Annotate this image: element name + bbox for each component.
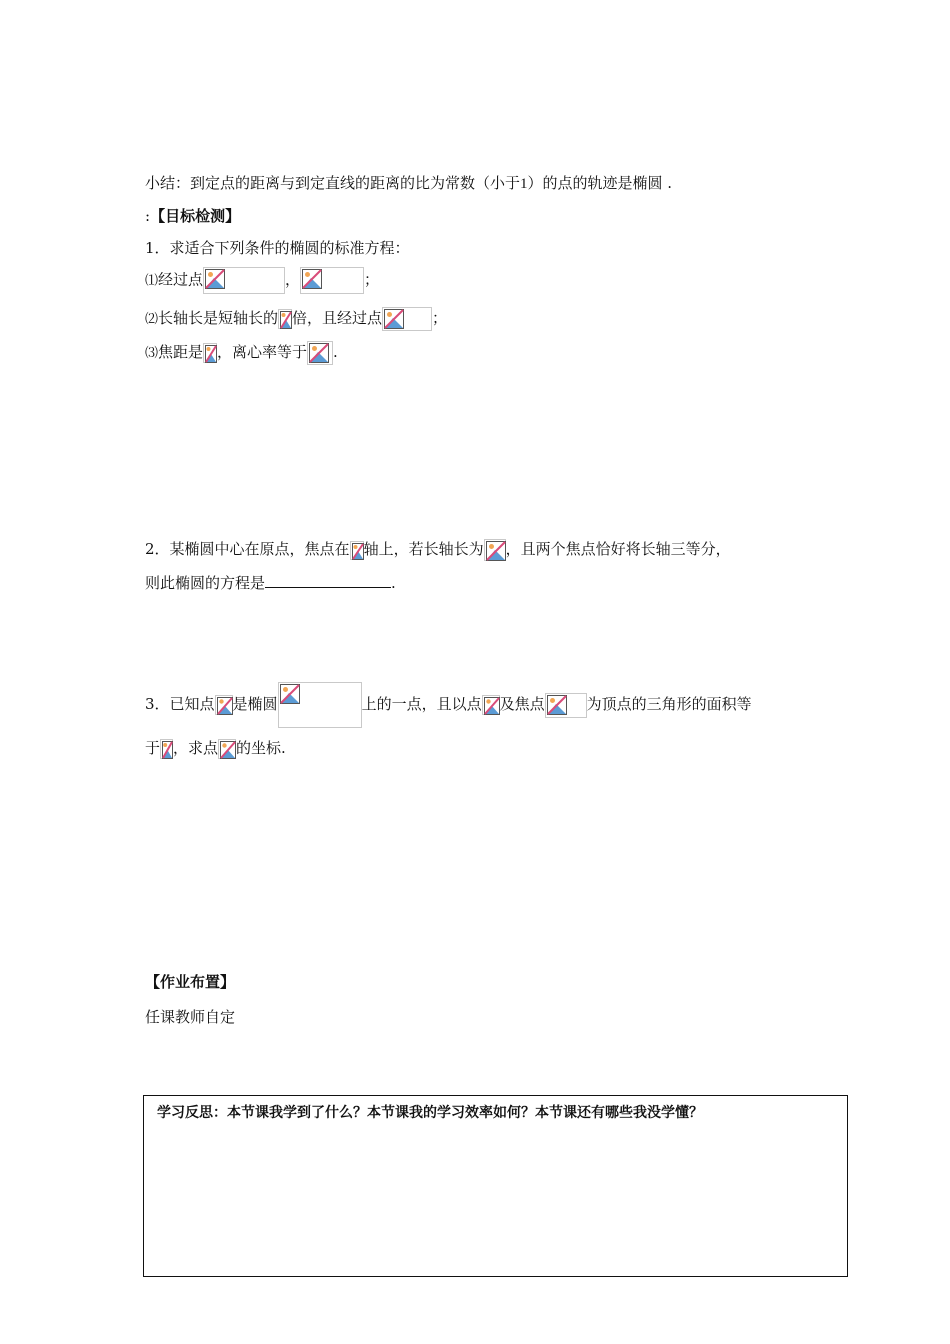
part-text-b: ，离心率等于 — [217, 343, 308, 361]
broken-image-icon — [300, 267, 364, 294]
q3-text-g: ，求点 — [173, 739, 219, 757]
q3-text-e: 为顶点的三角形的面积等 — [586, 695, 752, 713]
q2-text-b: 椭圆中心在原点，焦点在 — [184, 540, 350, 558]
question-1-stem: 1．求适合下列条件的椭圆的标准方程： — [145, 239, 410, 257]
broken-image-icon — [484, 539, 506, 561]
semicolon: ； — [364, 270, 380, 289]
q2-text-e: 两个焦点恰好将长轴三等分， — [535, 540, 731, 558]
part-text-a: 长轴长是短轴长的 — [158, 309, 279, 327]
q3-text-d: 及焦点 — [499, 695, 545, 713]
broken-image-icon — [545, 693, 587, 718]
q2-text-line2: 则此椭圆的方程是 — [145, 574, 266, 592]
question-1-part-1 — [145, 267, 379, 294]
broken-image-icon — [215, 695, 233, 715]
question-1-part-2 — [145, 307, 447, 331]
summary-line — [145, 172, 672, 195]
summary-prefix: 小结：到定点的距离与到定直线的距离的比为常数（小于 — [145, 174, 521, 192]
reflection-box — [143, 1095, 848, 1277]
q3-text-f: 于 — [145, 739, 161, 757]
broken-image-icon — [307, 341, 333, 365]
broken-image-icon — [218, 739, 236, 759]
question-1-part-3 — [145, 341, 338, 365]
q3-text-c: 上的一点，且以点 — [361, 695, 482, 713]
broken-image-icon — [278, 682, 362, 728]
homework-title: 【作业布置】 — [145, 973, 236, 991]
section-title: 【目标检测】 — [150, 207, 241, 225]
broken-image-icon — [278, 309, 292, 329]
summary-number: 1 — [520, 176, 528, 192]
q3-text-h: 的坐标. — [236, 739, 286, 757]
part-text-a: 焦距是 — [158, 343, 204, 361]
q2-text-d: ，且 — [505, 540, 536, 558]
broken-image-icon — [482, 695, 500, 715]
part-number: ⑶ — [145, 346, 159, 361]
period: . — [391, 574, 396, 592]
question-3-line-1 — [145, 681, 752, 729]
broken-image-icon — [203, 343, 217, 363]
semicolon: ； — [432, 309, 448, 327]
section-lead: : — [145, 207, 151, 225]
part-text: 经过点 — [158, 270, 204, 289]
q3-text-b: 是椭圆 — [232, 695, 278, 713]
q3-text-a: 3．已知点 — [145, 695, 215, 713]
q2-text-c: 轴上，若长轴长为 — [363, 540, 484, 558]
part-text-b: 倍，且经过点 — [292, 309, 383, 327]
question-2-line-1 — [145, 538, 731, 561]
q2-text-a: 2．某 — [145, 540, 185, 558]
broken-image-icon — [160, 739, 173, 759]
broken-image-icon — [350, 541, 364, 560]
part-number: ⑴ — [145, 273, 159, 289]
reflection-text: 学习反思：本节课我学到了什么？本节课我的学习效率如何？本节课还有哪些我没学懂？ — [157, 1105, 703, 1121]
summary-suffix: ）的点的轨迹是椭圆 . — [527, 174, 673, 192]
question-3-line-2 — [145, 737, 286, 759]
part-number: ⑵ — [145, 312, 159, 327]
comma: ， — [285, 270, 301, 289]
question-2-line-2 — [145, 571, 396, 594]
period: . — [333, 343, 338, 361]
broken-image-icon — [382, 307, 432, 331]
broken-image-icon — [203, 267, 285, 294]
section-heading-check — [145, 205, 240, 227]
answer-blank[interactable] — [265, 571, 391, 588]
homework-text: 任课教师自定 — [145, 1008, 236, 1026]
